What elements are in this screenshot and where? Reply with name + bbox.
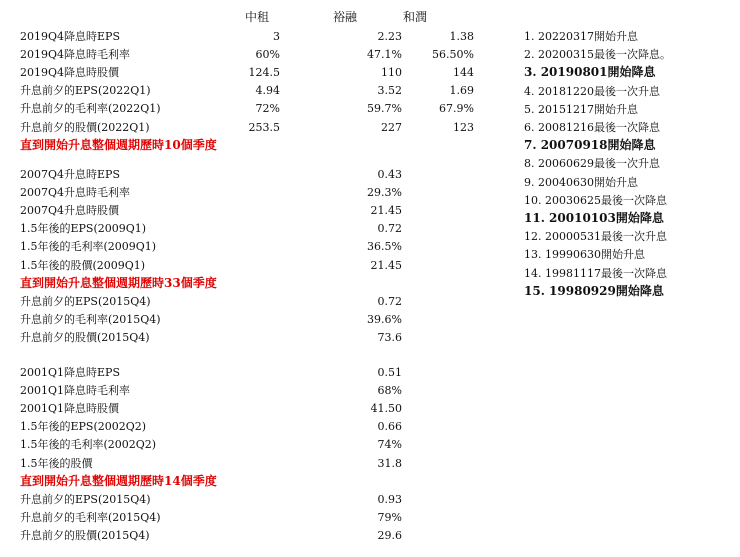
timeline-item: 5. 20151217開始升息 xyxy=(524,102,638,116)
cell-value: 0.51 xyxy=(377,366,402,379)
cell-value: 144 xyxy=(453,66,474,80)
cell-value: 73.6 xyxy=(377,330,402,344)
cell-value: 56.50% xyxy=(432,48,474,62)
row-label: 2019Q4降息時股價 xyxy=(20,66,120,80)
row-label: 2001Q1降息時EPS xyxy=(20,366,120,379)
row-label: 1.5年後的毛利率(2002Q2) xyxy=(20,438,157,452)
cell-value: 67.9% xyxy=(439,102,474,116)
cell-value: 1.38 xyxy=(449,30,474,43)
row-label: 2007Q4升息時EPS xyxy=(20,168,120,181)
row-label: 2007Q4升息時股價 xyxy=(20,204,120,218)
timeline-item: 6. 20081216最後一次降息 xyxy=(524,121,660,134)
row-label: 升息前夕的毛利率(2022Q1) xyxy=(20,102,161,116)
cell-value: 0.43 xyxy=(377,168,402,181)
row-label: 升息前夕的毛利率(2015Q4) xyxy=(20,312,161,326)
row-label: 升息前夕的股價(2022Q1) xyxy=(20,120,150,134)
column-header-zhongzu: 中租 xyxy=(245,10,270,24)
row-label: 2019Q4降息時EPS xyxy=(20,30,120,43)
timeline-item: 8. 20060629最後一次升息 xyxy=(524,157,660,171)
timeline-item: 2. 20200315最後一次降息。 xyxy=(524,48,671,62)
timeline-item: 14. 19981117最後一次降息 xyxy=(524,266,667,280)
timeline-item: 10. 20030625最後一次降息 xyxy=(524,193,667,207)
row-label: 升息前夕的毛利率(2015Q4) xyxy=(20,510,161,524)
cell-value: 29.6 xyxy=(377,528,402,542)
cycle-highlight: 直到開始升息整個週期歷時10個季度 xyxy=(20,137,217,152)
cell-value: 110 xyxy=(381,66,402,80)
cell-value: 29.3% xyxy=(367,186,402,200)
cell-value: 59.7% xyxy=(367,102,402,116)
row-label: 升息前夕的EPS(2015Q4) xyxy=(20,492,151,506)
row-label: 1.5年後的股價 xyxy=(20,456,93,470)
timeline-item: 3. 20190801開始降息 xyxy=(524,65,656,80)
cell-value: 68% xyxy=(377,384,402,398)
cell-value: 79% xyxy=(377,510,402,524)
cell-value: 1.69 xyxy=(449,84,474,98)
cell-value: 0.93 xyxy=(377,492,402,506)
row-label: 1.5年後的EPS(2009Q1) xyxy=(20,222,147,236)
cell-value: 0.66 xyxy=(377,420,402,434)
column-header-herun: 和潤 xyxy=(403,10,428,24)
cell-value: 72% xyxy=(255,102,280,116)
cell-value: 3 xyxy=(273,30,280,43)
cell-value: 124.5 xyxy=(248,66,280,80)
cell-value: 36.5% xyxy=(367,240,402,254)
cell-value: 31.8 xyxy=(377,456,402,470)
cell-value: 123 xyxy=(453,120,474,134)
row-label: 升息前夕的EPS(2015Q4) xyxy=(20,294,151,308)
cell-value: 4.94 xyxy=(255,84,280,98)
cell-value: 39.6% xyxy=(367,312,402,326)
row-label: 1.5年後的EPS(2002Q2) xyxy=(20,420,147,434)
column-header-yurong: 裕融 xyxy=(333,10,358,24)
timeline-item: 15. 19980929開始降息 xyxy=(524,283,664,298)
cell-value: 60% xyxy=(255,48,280,62)
cycle-highlight: 直到開始升息整個週期歷時14個季度 xyxy=(20,473,217,488)
row-label: 升息前夕的EPS(2022Q1) xyxy=(20,84,151,98)
cell-value: 253.5 xyxy=(248,120,280,134)
cycle-highlight: 直到開始升息整個週期歷時33個季度 xyxy=(20,275,217,290)
cell-value: 21.45 xyxy=(370,258,402,272)
cell-value: 74% xyxy=(377,438,402,452)
timeline-item: 1. 20220317開始升息 xyxy=(524,30,638,43)
cell-value: 2.23 xyxy=(377,30,402,43)
row-label: 升息前夕的股價(2015Q4) xyxy=(20,330,150,344)
row-label: 2001Q1降息時毛利率 xyxy=(20,384,131,398)
cell-value: 3.52 xyxy=(377,84,402,98)
cell-value: 0.72 xyxy=(377,294,402,308)
timeline-item: 12. 20000531最後一次升息 xyxy=(524,230,667,244)
row-label: 1.5年後的毛利率(2009Q1) xyxy=(20,240,157,254)
timeline-item: 13. 19990630開始升息 xyxy=(524,248,645,262)
row-label: 升息前夕的股價(2015Q4) xyxy=(20,528,150,542)
timeline-item: 11. 20010103開始降息 xyxy=(524,211,664,225)
timeline-item: 9. 20040630開始升息 xyxy=(524,175,638,189)
row-label: 1.5年後的股價(2009Q1) xyxy=(20,258,146,272)
cell-value: 47.1% xyxy=(367,48,402,62)
timeline-item: 4. 20181220最後一次升息 xyxy=(524,84,660,98)
row-label: 2001Q1降息時股價 xyxy=(20,402,120,416)
cell-value: 21.45 xyxy=(370,204,402,218)
row-label: 2007Q4升息時毛利率 xyxy=(20,186,131,200)
cell-value: 41.50 xyxy=(370,402,402,416)
timeline-item: 7. 20070918開始降息 xyxy=(524,138,656,153)
row-label: 2019Q4降息時毛利率 xyxy=(20,48,131,62)
cell-value: 0.72 xyxy=(377,222,402,236)
cell-value: 227 xyxy=(381,120,402,134)
